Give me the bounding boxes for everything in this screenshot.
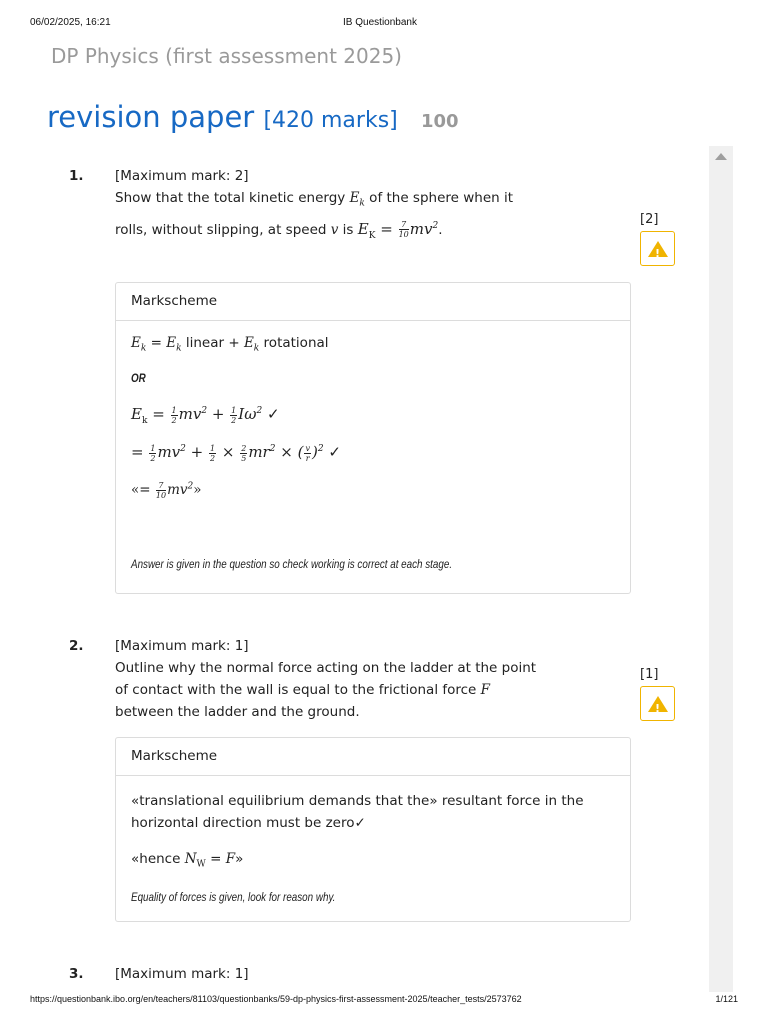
symbol-ek: $E_k$ <box>349 190 365 209</box>
ms-equation-3: «= $\frac{7}{10}$ $mv^2$» <box>131 481 202 500</box>
question-number: 3. <box>69 966 84 982</box>
ms-line-1: $E_k = E_k$ linear + $E_k$ rotational <box>131 335 329 354</box>
subject-title: DP Physics (first assessment 2025) <box>51 44 402 68</box>
question-marks: [2] <box>640 212 659 227</box>
markscheme-label: Markscheme <box>116 283 630 321</box>
ms-note: Equality of forces is given, look for reason why. <box>131 890 336 904</box>
ms-or: OR <box>131 371 146 385</box>
question-marks: [1] <box>640 667 659 682</box>
ms-equation-1: $E_k$ = $\frac{1}{2}$ $mv^2$ + $\frac{1}{2}$ $I\omega^2$ ✓ <box>131 405 280 426</box>
markscheme-label: Markscheme <box>116 738 630 776</box>
report-issue-button[interactable]: ! <box>640 686 675 721</box>
ms-equation-2: = $\frac{1}{2}$ $mv^2$ + $\frac{1}{2}$ × $\frac{2}{5}$ $mr^2$ × ( $\frac{v}{r}$ )$^2$ ✓ <box>131 443 341 463</box>
ms-note: Answer is given in the question so check working is correct at each stage. <box>131 557 453 571</box>
question-number: 1. <box>69 168 84 184</box>
print-title: IB Questionbank <box>343 17 417 28</box>
report-issue-button[interactable]: ! <box>640 231 675 266</box>
symbol-f: F <box>480 682 491 698</box>
symbol-v: v <box>330 221 339 238</box>
markscheme-1 <box>115 282 631 594</box>
question-text: Outline why the normal force acting on the ladder at the point of contact with the wall is equal to the frictional force F between the ladder and the ground. <box>115 660 537 720</box>
question-text: Show that the total kinetic energy $E_k$ of the sphere when it rolls, without slipping, at speed v is $E_K$ = $\frac{7}{10}$ $mv^2$. <box>115 190 514 241</box>
scrollbar[interactable] <box>709 146 733 992</box>
print-timestamp: 06/02/2025, 16:21 <box>30 17 111 28</box>
max-mark: [Maximum mark: 1] <box>115 966 249 982</box>
max-mark: [Maximum mark: 1] <box>115 638 249 654</box>
paper-total-marks: [420 marks] <box>263 108 398 133</box>
print-url: https://questionbank.ibo.org/en/teachers/81103/questionbanks/59-dp-physics-first-assessment-2025/teacher_tests/2573762 <box>30 994 522 1004</box>
paper-percent: 100 <box>420 111 459 132</box>
question-number: 2. <box>69 638 84 654</box>
question-body <box>115 963 545 985</box>
formula-ek: $E_K$ = $\frac{7}{10}$ $mv^2$ <box>357 219 439 241</box>
paper-name: revision paper <box>47 100 255 134</box>
max-mark: [Maximum mark: 2] <box>115 168 249 184</box>
paper-title <box>47 100 459 134</box>
print-page-number: 1/121 <box>715 994 738 1004</box>
question-body <box>115 165 545 247</box>
scroll-up-arrow-icon[interactable] <box>715 153 727 160</box>
ms-line-2: «hence $N_W = F$» <box>131 851 244 870</box>
markscheme-2 <box>115 737 631 922</box>
ms-line-1: «translational equilibrium demands that the» resultant force in the horizontal direction must be zero✓ <box>131 793 584 831</box>
question-body <box>115 635 545 723</box>
